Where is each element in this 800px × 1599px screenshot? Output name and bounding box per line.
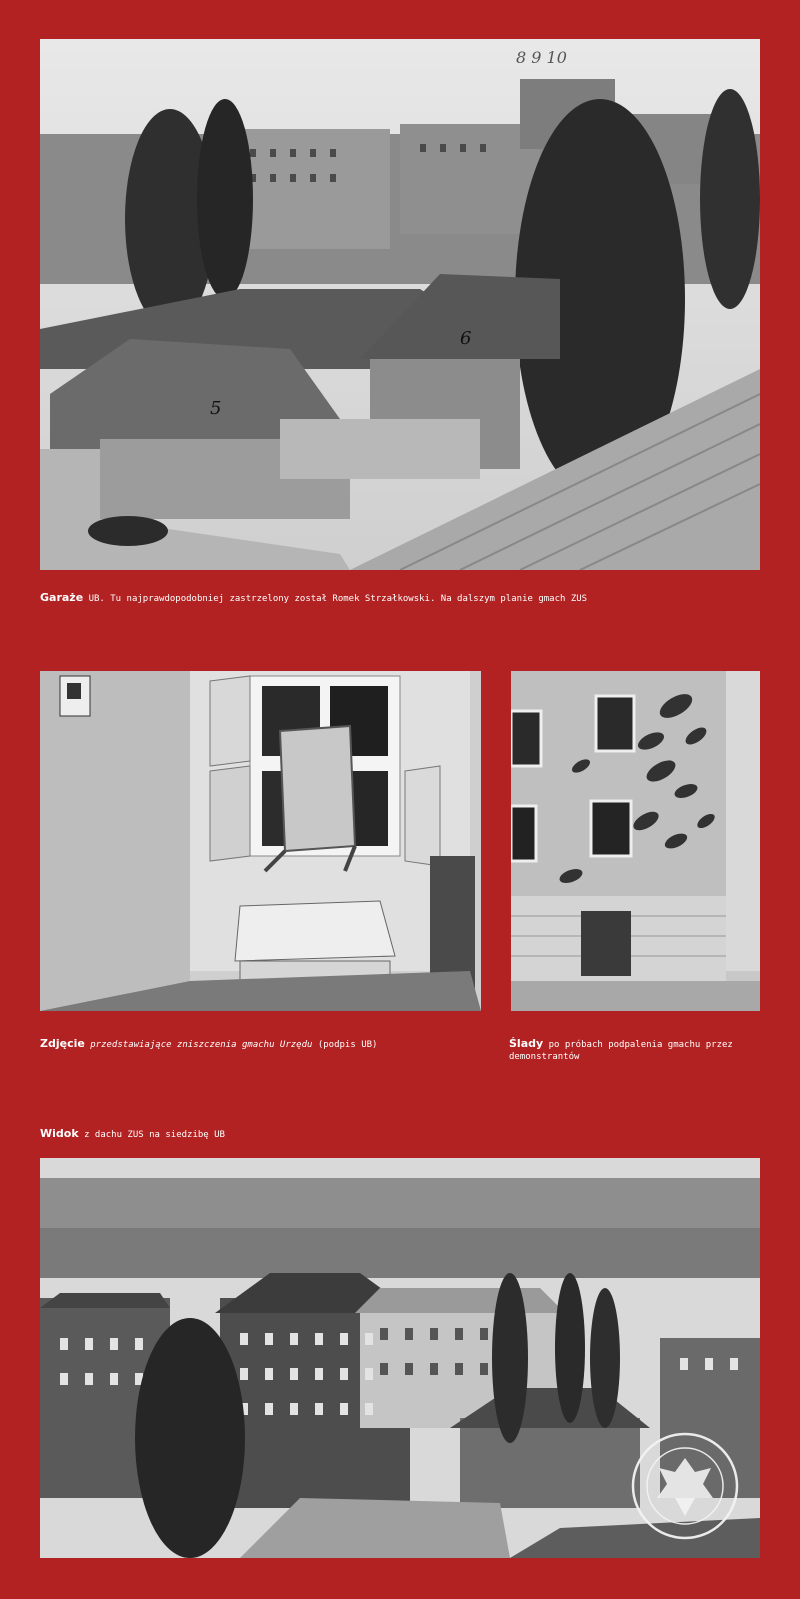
handwritten-numbers: 8 9 10: [516, 48, 567, 67]
building-mark-6: 6: [460, 328, 472, 349]
photo-burned-wall: [511, 671, 760, 1011]
caption-garages: [40, 592, 760, 605]
photo-garages: [40, 39, 760, 570]
caption-traces-text: po próbach podpalenia gmachu przez demonstrantów: [509, 1040, 733, 1062]
photo-rooftop-view: [40, 1158, 760, 1558]
caption-garages-lead: Garaże: [40, 591, 84, 604]
caption-view-text: z dachu ZUS na siedzibę UB: [78, 1130, 225, 1140]
caption-office-lead: Zdjęcie: [40, 1037, 85, 1050]
caption-garages-text: UB. Tu najprawdopodobniej zastrzelony został Romek Strzałkowski. Na dalszym planie gmach ZUS: [83, 594, 588, 604]
building-mark-5: 5: [210, 398, 222, 419]
caption-office: [40, 1038, 490, 1051]
caption-traces: [509, 1038, 749, 1063]
caption-office-italic: przedstawiające zniszczenia gmachu Urzędu: [84, 1040, 313, 1050]
photo-office-interior: [40, 671, 481, 1011]
caption-traces-lead: Ślady: [509, 1037, 544, 1050]
caption-view: [40, 1128, 760, 1141]
caption-view-lead: Widok: [40, 1127, 79, 1140]
caption-office-text: (podpis UB): [312, 1040, 378, 1050]
